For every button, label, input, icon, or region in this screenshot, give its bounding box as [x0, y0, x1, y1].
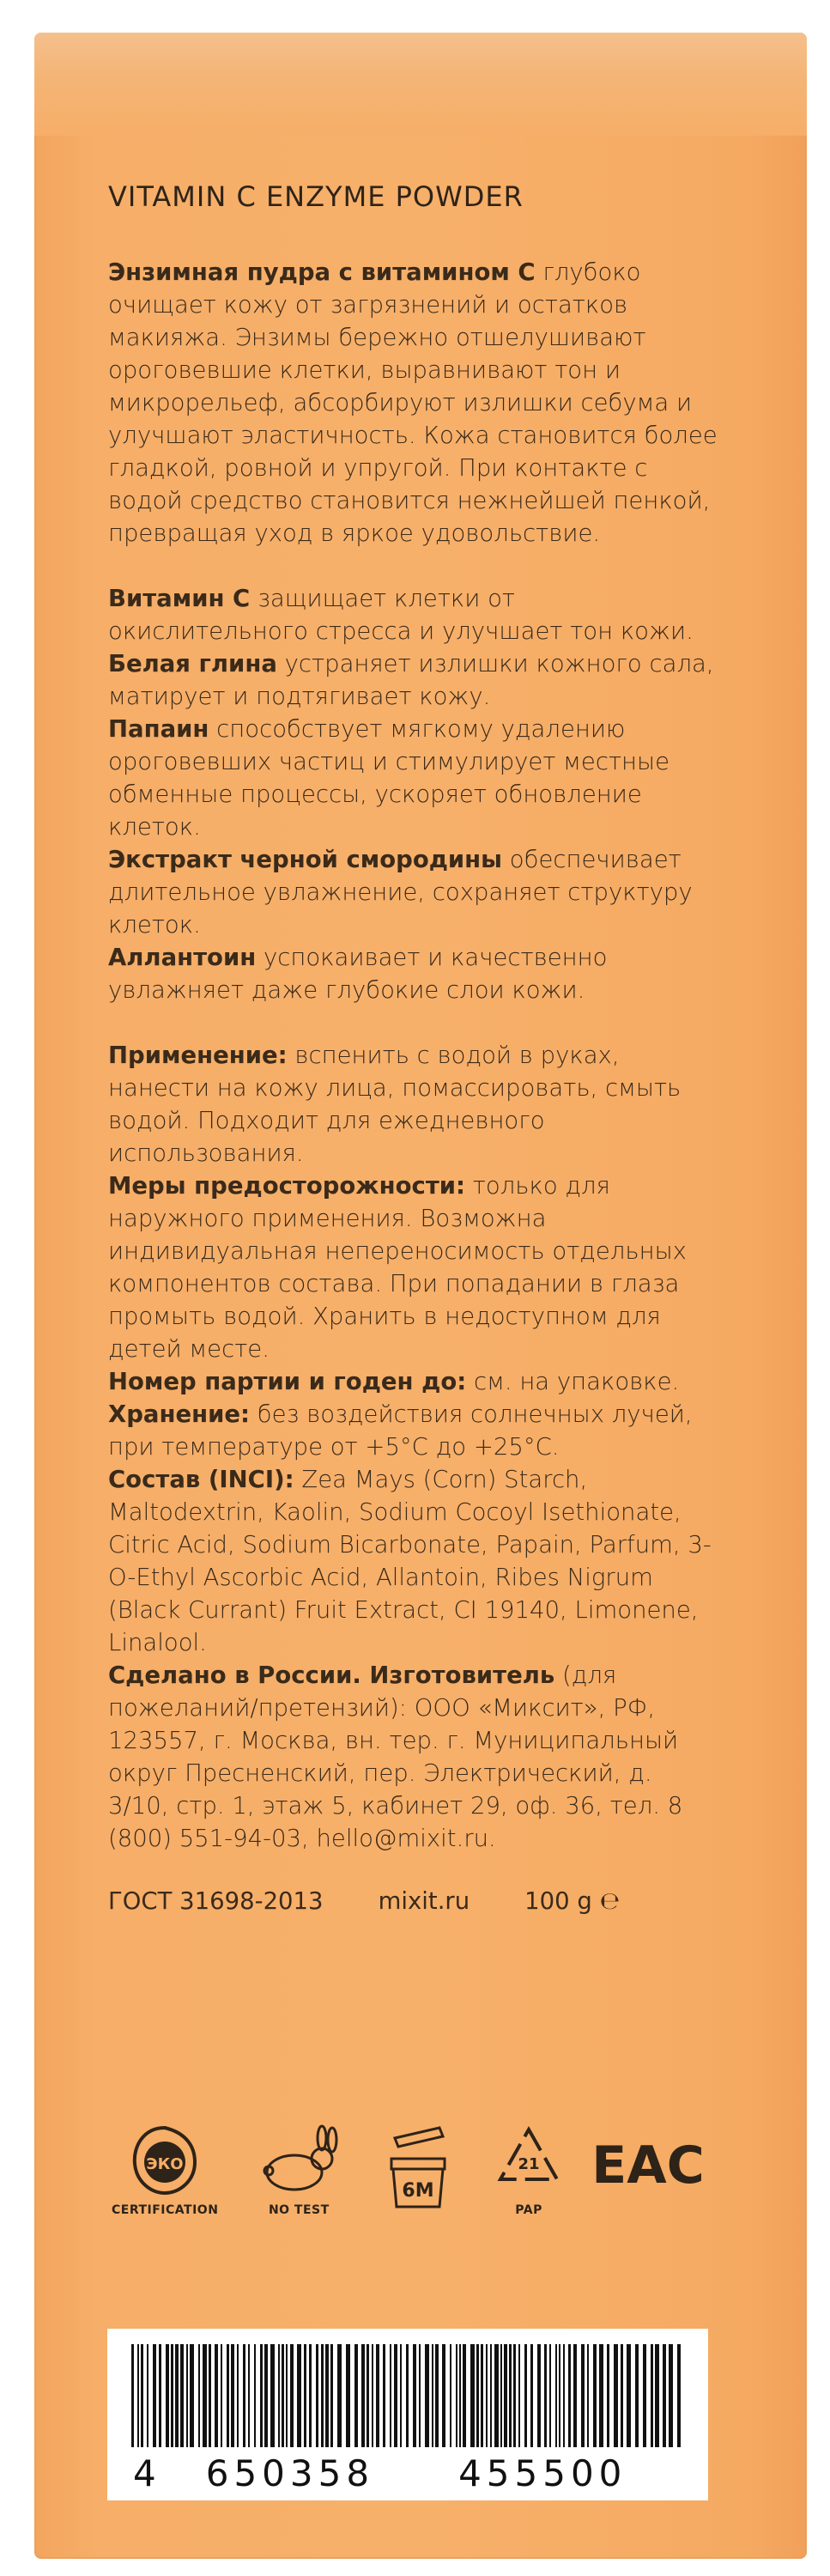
ingredient-paragraph — [108, 941, 718, 1006]
barcode-bar — [316, 2344, 318, 2447]
barcode-bar — [587, 2344, 589, 2447]
ingredient-paragraph-bold: Экстракт черной смородины — [108, 846, 503, 873]
intro-block — [108, 256, 718, 550]
barcode-bar — [643, 2344, 646, 2447]
barcode-bar — [260, 2344, 263, 2447]
ingredient-paragraph — [108, 647, 718, 713]
ingredient-paragraph-text: обеспечивает длительное увлажнение, сохраняет структуру клеток. — [108, 846, 693, 939]
barcode-bar — [504, 2344, 507, 2447]
barcode-bar — [524, 2344, 527, 2447]
barcode-bar — [459, 2344, 461, 2447]
eac-mark — [591, 2121, 705, 2198]
intro-paragraph-bold: Энзимная пудра с витамином С — [108, 258, 536, 286]
eco-text: ЭКО — [146, 2155, 184, 2173]
ingredient-paragraph-text: успокаивает и качественно увлажняет даже глубокие слои кожи. — [108, 944, 608, 1004]
barcode-bar — [254, 2344, 256, 2447]
barcode-bar — [309, 2344, 312, 2447]
usage-paragraph-bold: Состав (INCI): — [108, 1466, 294, 1493]
barcode-bar — [494, 2344, 499, 2447]
usage-paragraph-bold: Хранение: — [108, 1400, 251, 1428]
barcode-bar — [500, 2344, 502, 2447]
barcode-bar — [655, 2344, 659, 2447]
footer-row — [108, 1887, 718, 1915]
barcode-bar — [607, 2344, 609, 2447]
barcode-bar — [463, 2344, 466, 2447]
rabbit-icon — [251, 2121, 346, 2198]
barcode-bar — [190, 2344, 194, 2447]
barcode-bar — [330, 2344, 333, 2447]
barcode-bar — [406, 2344, 409, 2447]
intro-paragraph-text: глубоко очищает кожу от загрязнений и остатков макияжа. Энзимы бережно отшелушивают ороговевшие клетки, выравнивают тон и микрорельеф, абсорбируют излишки себума и улучшают эластичность. Кожа становится более гладкой, ровной и упругой. При контакте с водой средство становится нежнейшей пенкой, превращая уход в яркое удовольствие. — [108, 258, 718, 547]
barcode-bar — [563, 2344, 565, 2447]
barcode-bar — [573, 2344, 577, 2447]
barcode-bar — [413, 2344, 416, 2447]
barcode-bar — [337, 2344, 342, 2447]
barcode-bar — [367, 2344, 369, 2447]
barcode-bar — [248, 2344, 250, 2447]
usage-paragraph — [108, 1659, 718, 1855]
barcode-bar — [425, 2344, 429, 2447]
jar-text: 6M — [402, 2180, 434, 2202]
barcode-d1: 4 — [133, 2452, 156, 2494]
ingredient-paragraph — [108, 582, 718, 647]
usage-paragraph — [108, 1039, 718, 1170]
barcode-bar — [669, 2344, 673, 2447]
barcode-bar — [186, 2344, 188, 2447]
barcode-bar — [243, 2344, 245, 2447]
barcode-bar — [432, 2344, 433, 2447]
barcode-bar — [581, 2344, 585, 2447]
barcode-bar — [435, 2344, 439, 2447]
eco-label: CERTIFICATION — [112, 2203, 219, 2217]
barcode-bar — [147, 2344, 148, 2447]
barcode-bar — [677, 2344, 681, 2447]
barcode-bar — [321, 2344, 324, 2447]
barcode-digits — [107, 2452, 708, 2494]
barcode-bar — [137, 2344, 139, 2447]
weight: 100 g ℮ — [524, 1887, 621, 1915]
barcode-bar — [278, 2344, 280, 2447]
barcode-bar — [325, 2344, 329, 2447]
barcode-bar — [442, 2344, 445, 2447]
barcode-bar — [537, 2344, 541, 2447]
barcode-bar — [215, 2344, 218, 2447]
usage-paragraph-bold: Применение: — [108, 1042, 288, 1069]
barcode-bar — [175, 2344, 179, 2447]
recycle-num: 21 — [518, 2155, 540, 2173]
ingredients-block — [108, 582, 718, 1006]
pao-jar — [379, 2121, 457, 2215]
ingredient-paragraph-bold: Витамин С — [108, 585, 251, 612]
barcode-bar — [635, 2344, 639, 2447]
usage-paragraph — [108, 1170, 718, 1365]
barcode-bar — [361, 2344, 365, 2447]
ingredient-paragraph-bold: Аллантоин — [108, 944, 257, 971]
eco-certification — [112, 2121, 218, 2217]
barcode-bar — [264, 2344, 268, 2447]
barcode-bar — [231, 2344, 234, 2447]
eco-leaf-icon — [126, 2121, 203, 2198]
usage-paragraph-text: см. на упаковке. — [466, 1368, 680, 1395]
barcode-bar — [141, 2344, 143, 2447]
gost: ГОСТ 31698-2013 — [108, 1887, 324, 1915]
usage-paragraph — [108, 1398, 718, 1463]
barcode-bar — [593, 2344, 597, 2447]
barcode-bar — [221, 2344, 222, 2447]
barcode-bar — [237, 2344, 239, 2447]
ingredient-paragraph — [108, 843, 718, 941]
barcode-bar — [549, 2344, 551, 2447]
barcode-bar — [544, 2344, 547, 2447]
barcode-bar — [159, 2344, 161, 2447]
barcode-bar — [627, 2344, 631, 2447]
eac-icon — [591, 2121, 705, 2198]
notest-label: NO TEST — [268, 2203, 330, 2217]
barcode-bar — [559, 2344, 560, 2447]
barcode-bar — [450, 2344, 451, 2447]
barcode-d2: 650358 — [205, 2452, 375, 2494]
usage-paragraph — [108, 1365, 718, 1398]
barcode-bar — [470, 2344, 475, 2447]
open-jar-icon — [379, 2121, 457, 2215]
barcode-area — [107, 2329, 708, 2500]
barcode-bar — [166, 2344, 169, 2447]
barcode-bar — [304, 2344, 306, 2447]
barcode-bar — [290, 2344, 294, 2447]
barcode-bar — [518, 2344, 520, 2447]
ingredient-paragraph-text: способствует мягкому удалению ороговевших частиц и стимулирует местные обменные процессы, ускоряет обновление клеток. — [108, 715, 669, 841]
barcode-bar — [153, 2344, 156, 2447]
barcode-bar — [376, 2344, 379, 2447]
usage-paragraph — [108, 1463, 718, 1659]
ingredient-paragraph-bold: Папаин — [108, 715, 209, 743]
barcode-bar — [456, 2344, 457, 2447]
barcode-bar — [227, 2344, 229, 2447]
barcode-bar — [614, 2344, 618, 2447]
eac-text: EAC — [591, 2136, 705, 2196]
barcode-bar — [282, 2344, 284, 2447]
recycle-icon — [490, 2121, 567, 2198]
usage-paragraph-bold: Меры предосторожности: — [108, 1172, 466, 1200]
barcode-bar — [530, 2344, 533, 2447]
certification-icons — [112, 2121, 705, 2217]
barcode-bar — [651, 2344, 653, 2447]
barcode-bar — [286, 2344, 288, 2447]
barcode-bar — [509, 2344, 512, 2447]
barcode-bar — [198, 2344, 200, 2447]
package-text — [108, 180, 718, 1915]
intro-paragraph — [108, 256, 718, 550]
barcode-bar — [383, 2344, 385, 2447]
site: mixit.ru — [378, 1887, 470, 1915]
ingredient-paragraph-text: защищает клетки от окислительного стресса и улучшает тон кожи. — [108, 585, 694, 645]
barcode-bar — [354, 2344, 358, 2447]
barcode-bar — [180, 2344, 184, 2447]
barcode-bar — [346, 2344, 350, 2447]
barcode-bar — [297, 2344, 301, 2447]
barcode-bar — [372, 2344, 373, 2447]
barcode-bar — [203, 2344, 207, 2447]
product-title: VITAMIN C ENZYME POWDER — [108, 180, 524, 213]
usage-paragraph-bold: Сделано в России. Изготовитель — [108, 1662, 555, 1689]
barcode-bar — [476, 2344, 479, 2447]
barcode-bar — [481, 2344, 483, 2447]
usage-paragraph-text: вспенить с водой в руках, нанести на кожу лица, помассировать, смыть водой. Подходит для ежедневного использования. — [108, 1042, 682, 1167]
barcode-d3: 455500 — [458, 2452, 627, 2494]
barcode-bar — [568, 2344, 571, 2447]
usage-block — [108, 1039, 718, 1855]
recycle-pap — [490, 2121, 567, 2217]
barcode-bar — [131, 2344, 134, 2447]
barcode-bar — [513, 2344, 516, 2447]
barcode-bar — [486, 2344, 488, 2447]
barcode-bar — [209, 2344, 211, 2447]
barcode-bar — [555, 2344, 557, 2447]
usage-paragraph-text: Zea Mays (Corn) Starch, Maltodextrin, Kaolin, Sodium Cocoyl Isethionate, Citric Acid, Sodium Bicarbonate, Papain, Parfum, 3-O-Ethyl Ascorbic Acid, Allantoin, Ribes Nigrum (Black Currant) Fruit Extract, CI 19140, Limonene, Linalool. — [108, 1466, 712, 1656]
barcode-bar — [390, 2344, 391, 2447]
usage-paragraph-text: (для пожеланий/претензий): ООО «Миксит», РФ, 123557, г. Москва, вн. тер. г. Муниципальный округ Пресненский, пер. Электрический, д. 3/10, стр. 1, этаж 5, кабинет 29, оф. 36, тел. 8 (800) 551-94-03, hello@mixit.ru. — [108, 1662, 683, 1852]
barcode-bar — [171, 2344, 173, 2447]
barcode-bar — [599, 2344, 603, 2447]
no-test — [251, 2121, 346, 2217]
ingredient-paragraph-text: устраняет излишки кожного сала, матирует и подтягивает кожу. — [108, 650, 714, 710]
barcode-bar — [270, 2344, 275, 2447]
barcode-bar — [394, 2344, 397, 2447]
usage-paragraph-text: только для наружного применения. Возможна индивидуальная непереносимость отдельных компонентов состава. При попадании в глаза промыть водой. Хранить в недоступном для детей месте. — [108, 1172, 687, 1363]
usage-paragraph-text: без воздействия солнечных лучей, при температуре от +5°С до +25°С. — [108, 1400, 693, 1461]
barcode-bar — [400, 2344, 402, 2447]
package-top-flap — [34, 33, 807, 136]
ingredient-paragraph-bold: Белая глина — [108, 650, 277, 677]
barcode-bar — [663, 2344, 666, 2447]
usage-paragraph-bold: Номер партии и годен до: — [108, 1368, 467, 1395]
barcode-bar — [621, 2344, 623, 2447]
barcode-bar — [419, 2344, 421, 2447]
ingredient-paragraph — [108, 713, 718, 843]
recycle-label: PAP — [515, 2203, 542, 2217]
barcode-icon — [124, 2344, 691, 2447]
barcode-bar — [490, 2344, 492, 2447]
